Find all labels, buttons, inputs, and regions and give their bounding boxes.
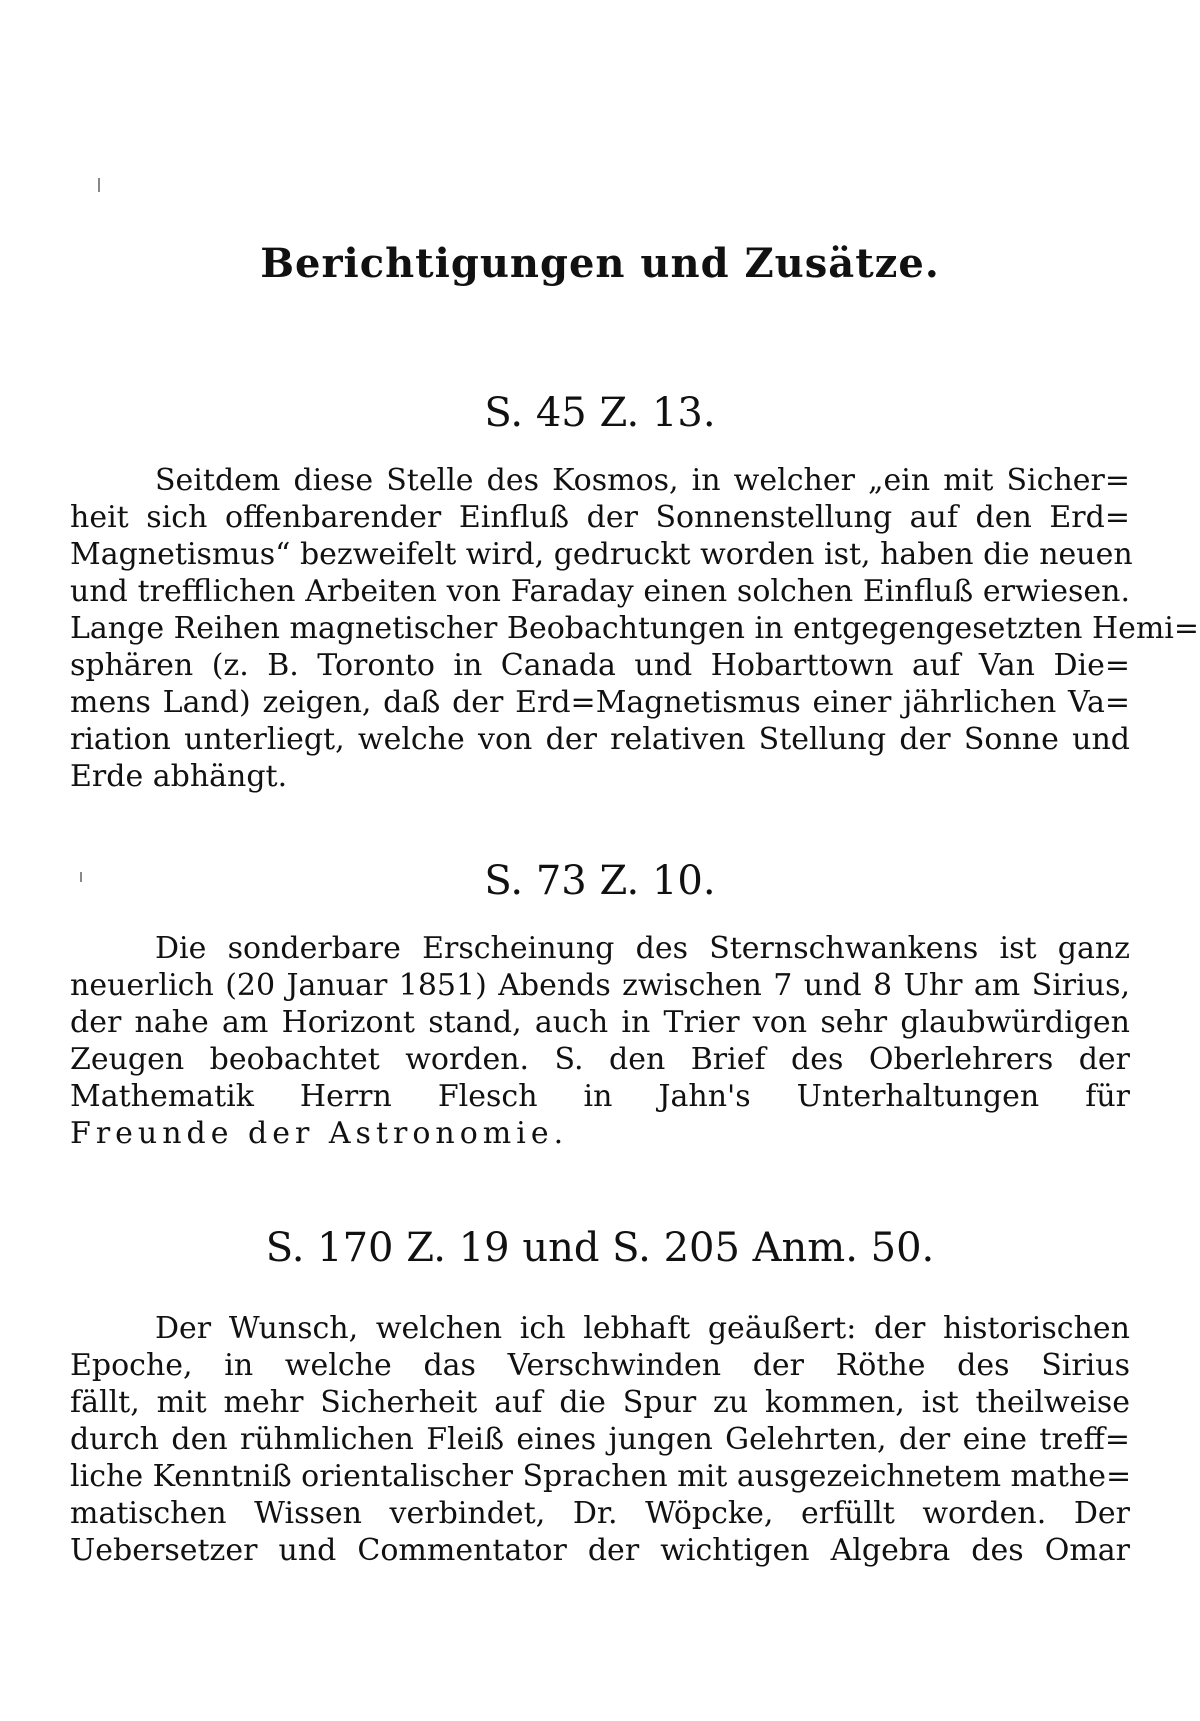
text-line: matischen Wissen verbindet, Dr. Wöpcke, erfüllt worden. Der [70,1496,1130,1531]
text-line: Freunde der Astronomie. [70,1116,569,1151]
text-line: riation unterliegt, welche von der relativen Stellung der Sonne und [70,722,1130,757]
text-line: Seitdem diese Stelle des Kosmos, in welcher „ein mit Sicher= [155,463,1130,498]
text-line: mens Land) zeigen, daß der Erd=Magnetismus einer jährlichen Va= [70,685,1130,720]
text-line: liche Kenntniß orientalischer Sprachen mit ausgezeichnetem mathe= [70,1459,1132,1494]
text-line: Erde abhängt. [70,759,288,794]
section-heading: S. 45 Z. 13. [484,390,716,436]
text-line: Epoche, in welche das Verschwinden der Röthe des Sirius [70,1348,1130,1383]
page-title: Berichtigungen und Zusätze. [260,240,940,287]
text-line: sphären (z. B. Toronto in Canada und Hobarttown auf Van Die= [70,648,1130,683]
text-line: Der Wunsch, welchen ich lebhaft geäußert: der historischen [155,1311,1130,1346]
section-paragraph [70,1310,1130,1569]
section-paragraph [70,930,1130,1152]
text-line: Lange Reihen magnetischer Beobachtungen in entgegengesetzten Hemi= [70,611,1200,646]
text-line: durch den rühmlichen Fleiß eines jungen Gelehrten, der eine treff= [70,1422,1130,1457]
text-line: heit sich offenbarender Einfluß der Sonnenstellung auf den Erd= [70,500,1130,535]
text-line: Magnetismus“ bezweifelt wird, gedruckt worden ist, haben die neuen [70,537,1133,572]
text-line: und trefflichen Arbeiten von Faraday einen solchen Einfluß erwiesen. [70,574,1130,609]
section-heading: S. 73 Z. 10. [484,858,716,904]
section-paragraph [70,462,1200,795]
text-line: Die sonderbare Erscheinung des Sternschwankens ist ganz [155,931,1130,966]
text-line: Zeugen beobachtet worden. S. den Brief des Oberlehrers der [70,1042,1130,1077]
text-line: der nahe am Horizont stand, auch in Trier von sehr glaubwürdigen [70,1005,1130,1040]
scan-speck [98,178,100,192]
text-line: neuerlich (20 Januar 1851) Abends zwischen 7 und 8 Uhr am Sirius, [70,968,1130,1003]
section-heading: S. 170 Z. 19 und S. 205 Anm. 50. [265,1225,935,1271]
text-line: Mathematik Herrn Flesch in Jahn's Unterhaltungen für [70,1079,1130,1114]
text-line: Uebersetzer und Commentator der wichtigen Algebra des Omar [70,1533,1130,1568]
text-line: fällt, mit mehr Sicherheit auf die Spur zu kommen, ist theilweise [70,1385,1130,1420]
